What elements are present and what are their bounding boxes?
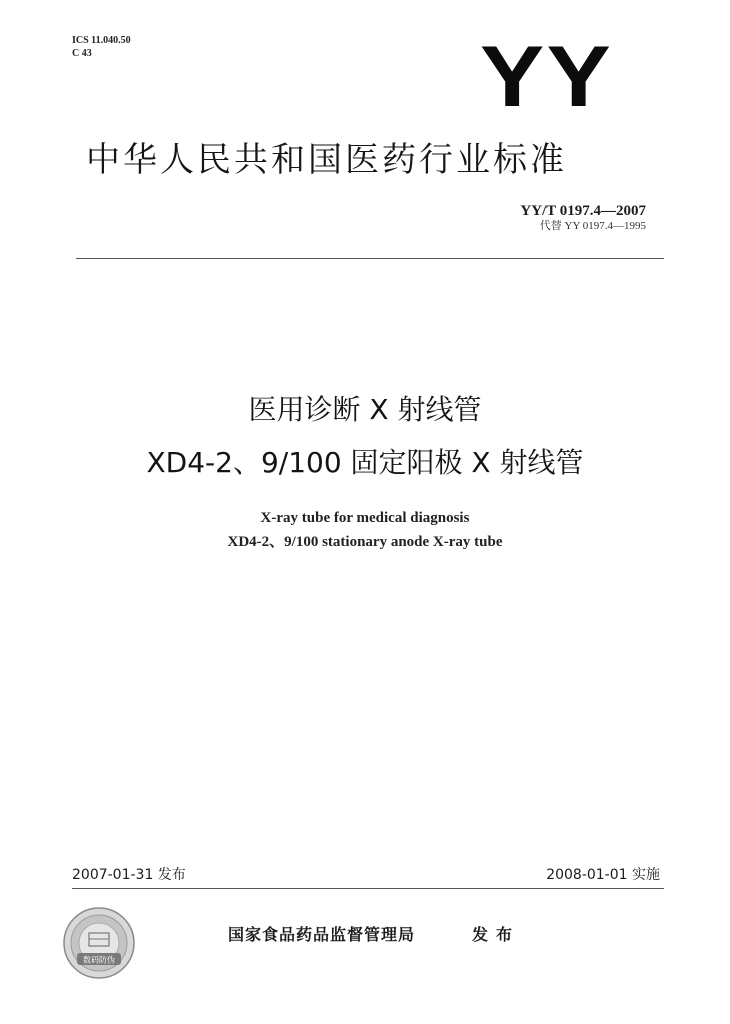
issue-date: 2007-01-31 发布 <box>72 867 186 883</box>
standard-number: YY/T 0197.4—2007 <box>520 203 646 219</box>
footer-divider <box>72 888 664 889</box>
issuing-authority: 国家食品药品监督管理局 <box>228 925 416 944</box>
standard-type-title: 中华人民共和国医药行业标准 <box>86 140 567 180</box>
classification-codes <box>72 34 131 60</box>
ccs-code: C 43 <box>72 48 92 59</box>
seal-text: 数码防伪 <box>83 955 115 965</box>
yy-mark: YY <box>480 29 613 125</box>
document-title-zh-line1: 医用诊断 X 射线管 <box>248 393 482 426</box>
implementation-date: 2008-01-01 实施 <box>546 867 660 883</box>
document-title-en-line1: X-ray tube for medical diagnosis <box>260 510 470 526</box>
replaces-standard: 代替 YY 0197.4—1995 <box>539 220 646 232</box>
ics-code: ICS 11.040.50 <box>72 35 131 46</box>
document-title-en-line2: XD4-2、9/100 stationary anode X-ray tube <box>227 534 503 550</box>
document-title-zh-line2: XD4-2、9/100 固定阳极 X 射线管 <box>146 446 584 479</box>
header-divider <box>76 258 664 259</box>
publish-label: 发布 <box>472 925 521 944</box>
anti-counterfeit-seal-icon <box>62 906 136 980</box>
